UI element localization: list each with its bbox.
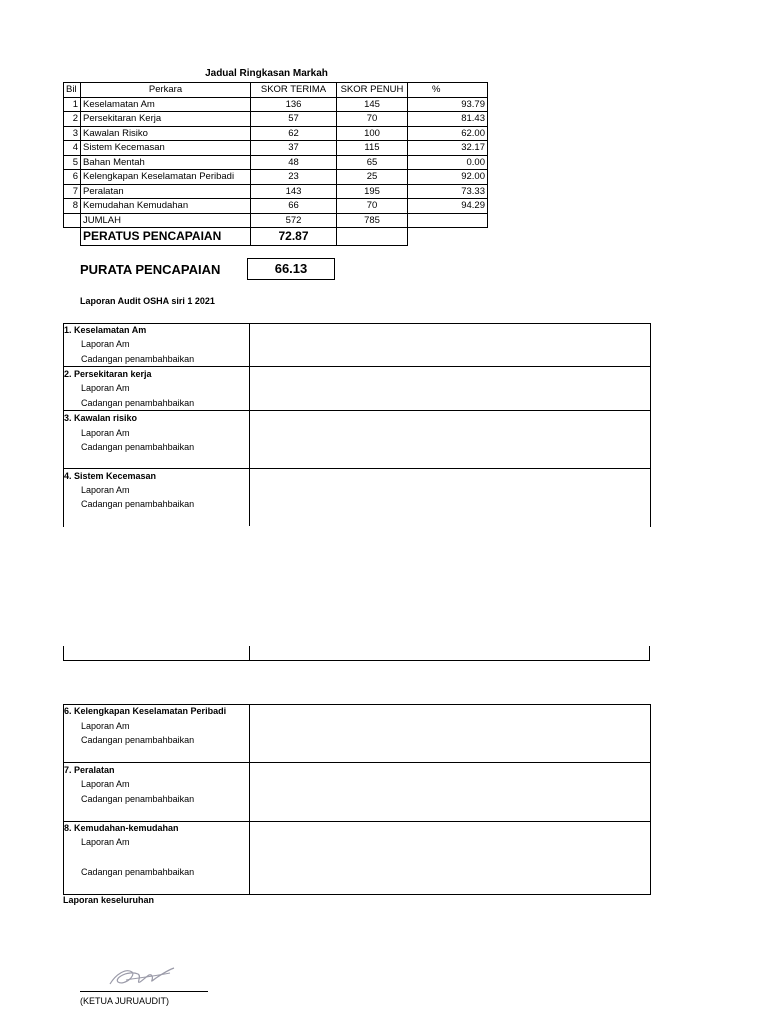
cell-terima: 37 xyxy=(251,141,337,156)
cell-bil: 1 xyxy=(64,97,81,112)
section-title-sistem-kecemasan: 4. Sistem Kecemasan xyxy=(64,471,157,481)
cell-bil: 2 xyxy=(64,112,81,127)
signature-icon xyxy=(106,962,178,990)
cell-terima: 143 xyxy=(251,184,337,199)
section-laporan-am: Laporan Am xyxy=(81,428,130,438)
section-title-kawalan-risiko: 3. Kawalan risiko xyxy=(64,413,138,423)
cell-terima: 57 xyxy=(251,112,337,127)
section-laporan-am: Laporan Am xyxy=(81,485,130,495)
cell-penuh: 70 xyxy=(337,199,408,214)
cell-percent: 94.29 xyxy=(408,199,488,214)
cell-perkara: Persekitaran Kerja xyxy=(81,112,251,127)
row-divider xyxy=(63,366,650,367)
cell-bil-empty xyxy=(64,213,81,228)
cell-perkara: Kelengkapan Keselamatan Peribadi xyxy=(81,170,251,185)
summary-table xyxy=(63,82,488,246)
cell-percent: 92.00 xyxy=(408,170,488,185)
cell-empty xyxy=(408,228,488,246)
header-skor-terima: SKOR TERIMA xyxy=(251,83,337,98)
cell-empty xyxy=(64,228,81,246)
table-row xyxy=(64,112,488,127)
cell-penuh: 70 xyxy=(337,112,408,127)
cell-terima: 66 xyxy=(251,199,337,214)
purata-label: PURATA PENCAPAIAN xyxy=(80,262,221,277)
section-cadangan: Cadangan penambahbaikan xyxy=(81,398,195,408)
table-row xyxy=(64,97,488,112)
section-cadangan: Cadangan penambahbaikan xyxy=(81,794,195,804)
row-divider xyxy=(63,821,650,822)
table-total-row xyxy=(64,213,488,228)
total-label: JUMLAH xyxy=(81,213,251,228)
cell-terima: 62 xyxy=(251,126,337,141)
table-row xyxy=(64,184,488,199)
table-header-row xyxy=(64,83,488,98)
cell-percent: 73.33 xyxy=(408,184,488,199)
cell-terima: 136 xyxy=(251,97,337,112)
section-laporan-am: Laporan Am xyxy=(81,383,130,393)
cell-penuh: 25 xyxy=(337,170,408,185)
header-percent: % xyxy=(408,83,488,98)
audit-title: Laporan Audit OSHA siri 1 2021 xyxy=(80,296,215,306)
section-title-kemudahan: 8. Kemudahan-kemudahan xyxy=(64,823,179,833)
section-cadangan: Cadangan penambahbaikan xyxy=(81,867,195,877)
cell-perkara: Kawalan Risiko xyxy=(81,126,251,141)
cell-terima: 23 xyxy=(251,170,337,185)
cell-penuh: 195 xyxy=(337,184,408,199)
fragment-bottom-border xyxy=(63,660,650,661)
signature-line xyxy=(80,991,208,992)
row-divider xyxy=(63,762,650,763)
cell-percent: 0.00 xyxy=(408,155,488,170)
cell-terima: 48 xyxy=(251,155,337,170)
section-laporan-am: Laporan Am xyxy=(81,779,130,789)
column-divider xyxy=(249,323,250,526)
cell-bil: 6 xyxy=(64,170,81,185)
cell-bil: 4 xyxy=(64,141,81,156)
purata-value: 66.13 xyxy=(247,258,335,280)
total-penuh: 785 xyxy=(337,213,408,228)
table-row xyxy=(64,199,488,214)
section-laporan-am: Laporan Am xyxy=(81,721,130,731)
table-row xyxy=(64,141,488,156)
table-row xyxy=(64,170,488,185)
peratus-label: PERATUS PENCAPAIAN xyxy=(81,228,251,246)
cell-perkara: Keselamatan Am xyxy=(81,97,251,112)
section-laporan-am: Laporan Am xyxy=(81,837,130,847)
fragment-left-border xyxy=(63,646,64,661)
cell-bil: 3 xyxy=(64,126,81,141)
cell-percent: 62.00 xyxy=(408,126,488,141)
overall-report-label: Laporan keseluruhan xyxy=(63,895,155,905)
header-perkara: Perkara xyxy=(81,83,251,98)
section-title-kelengkapan: 6. Kelengkapan Keselamatan Peribadi xyxy=(64,706,227,716)
cell-percent: 32.17 xyxy=(408,141,488,156)
cell-penuh: 145 xyxy=(337,97,408,112)
peratus-empty-cell xyxy=(337,228,408,246)
header-bil: Bil xyxy=(64,83,81,98)
cell-bil: 8 xyxy=(64,199,81,214)
section-cadangan: Cadangan penambahbaikan xyxy=(81,442,195,452)
cell-perkara: Bahan Mentah xyxy=(81,155,251,170)
row-divider xyxy=(63,410,650,411)
section-title-peralatan: 7. Peralatan xyxy=(64,765,115,775)
cell-bil: 7 xyxy=(64,184,81,199)
table-row xyxy=(64,155,488,170)
section-laporan-am: Laporan Am xyxy=(81,339,130,349)
section-cadangan: Cadangan penambahbaikan xyxy=(81,735,195,745)
total-percent-empty xyxy=(408,213,488,228)
cell-penuh: 115 xyxy=(337,141,408,156)
column-divider xyxy=(249,704,250,894)
signature-label: (KETUA JURUAUDIT) xyxy=(80,996,170,1006)
cell-percent: 93.79 xyxy=(408,97,488,112)
header-skor-penuh: SKOR PENUH xyxy=(337,83,408,98)
fragment-right-border xyxy=(649,646,650,661)
section-cadangan: Cadangan penambahbaikan xyxy=(81,499,195,509)
cell-bil: 5 xyxy=(64,155,81,170)
peratus-value: 72.87 xyxy=(251,228,337,246)
table-row xyxy=(64,126,488,141)
cell-percent: 81.43 xyxy=(408,112,488,127)
cell-perkara: Kemudahan Kemudahan xyxy=(81,199,251,214)
row-divider xyxy=(63,468,650,469)
fragment-divider xyxy=(249,646,250,661)
section-cadangan: Cadangan penambahbaikan xyxy=(81,354,195,364)
cell-perkara: Peralatan xyxy=(81,184,251,199)
section-title-keselamatan-am: 1. Keselamatan Am xyxy=(64,325,147,335)
summary-table-title: Jadual Ringkasan Markah xyxy=(205,68,328,79)
section-title-persekitaran-kerja: 2. Persekitaran kerja xyxy=(64,369,152,379)
cell-penuh: 100 xyxy=(337,126,408,141)
cell-penuh: 65 xyxy=(337,155,408,170)
cell-perkara: Sistem Kecemasan xyxy=(81,141,251,156)
peratus-row xyxy=(64,228,488,246)
total-terima: 572 xyxy=(251,213,337,228)
